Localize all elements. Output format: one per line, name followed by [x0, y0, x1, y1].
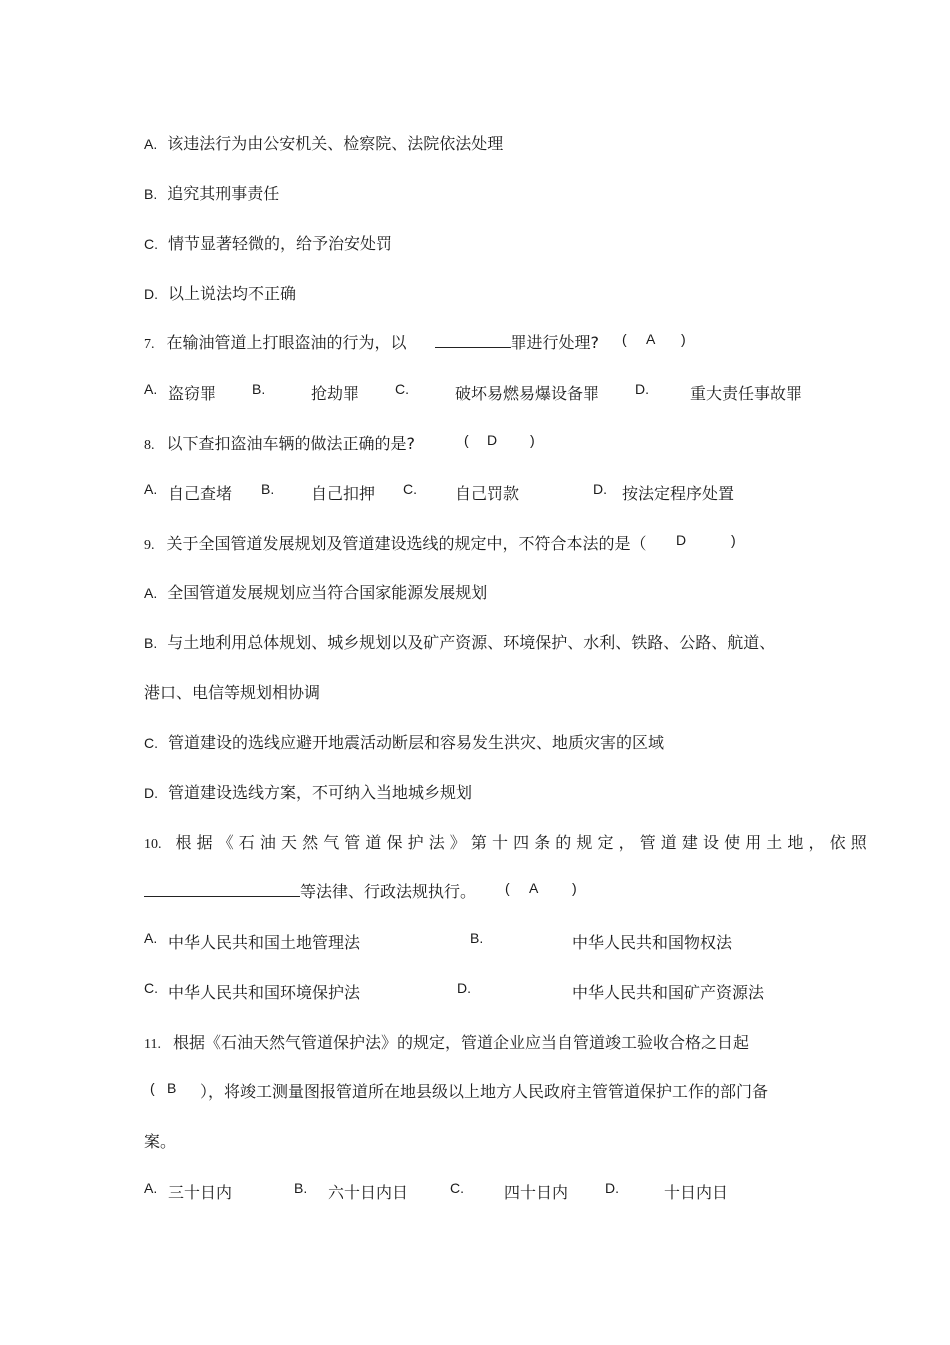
- q10-option-c-letter: C.: [144, 980, 158, 996]
- paren-open: (: [150, 1080, 155, 1096]
- q8-option-c-letter: C.: [403, 481, 417, 497]
- option-text: 管道建设的选线应避开地震活动断层和容易发生洪灾、地质灾害的区域: [168, 733, 665, 752]
- q11-option-d-letter: D.: [605, 1180, 619, 1196]
- answer-blank: [435, 333, 511, 348]
- q8-option-d-letter: D.: [593, 481, 607, 497]
- q11-option-d-text: 十日内日: [664, 1183, 729, 1202]
- question-11: [144, 1030, 749, 1053]
- q9-option-a: [144, 580, 487, 603]
- question-number: 8.: [144, 438, 155, 453]
- option-letter: A.: [144, 585, 158, 601]
- q6-option-c: [144, 231, 392, 254]
- paren-close: ): [681, 331, 686, 347]
- question-9: [144, 531, 647, 554]
- paren-open: (: [464, 432, 469, 448]
- question-text: 根据《石油天然气管道保护法》第十四条的规定，管道建设使用土地，依照: [175, 833, 872, 852]
- question-number: 7.: [144, 337, 155, 352]
- option-text: 追究其刑事责任: [167, 184, 280, 203]
- question-7: [144, 330, 599, 353]
- option-text: 全国管道发展规划应当符合国家能源发展规划: [167, 583, 488, 602]
- answer-letter: D: [487, 432, 498, 448]
- q8-option-c-text: 自己罚款: [455, 484, 520, 503]
- q9-option-d: [144, 780, 472, 803]
- question-text: 以下查扣盗油车辆的做法正确的是?: [166, 434, 415, 453]
- q10-option-a-text: 中华人民共和国土地管理法: [168, 933, 361, 952]
- answer-letter: A: [529, 880, 539, 896]
- option-text: 管道建设选线方案，不可纳入当地城乡规划: [168, 783, 473, 802]
- q8-option-a-text: 自己查堵: [168, 484, 233, 503]
- answer-letter: A: [646, 331, 656, 347]
- q10-option-a-letter: A.: [144, 930, 158, 946]
- q10-option-c-text: 中华人民共和国环境保护法: [168, 983, 361, 1002]
- q9-option-c: [144, 730, 664, 753]
- question-number: 11.: [144, 1037, 161, 1052]
- q9-option-b-continued: 港口、电信等规划相协调: [144, 683, 321, 702]
- option-letter: C.: [144, 735, 158, 751]
- option-letter: C.: [144, 236, 158, 252]
- q11-option-c-letter: C.: [450, 1180, 464, 1196]
- question-text: 根据《石油天然气管道保护法》的规定，管道企业应当自管道竣工验收合格之日起: [172, 1033, 749, 1052]
- q10-option-b-letter: B.: [470, 930, 484, 946]
- q10-option-d-letter: D.: [457, 980, 471, 996]
- paren-close: ): [572, 880, 577, 896]
- q10-option-d-text: 中华人民共和国矿产资源法: [572, 983, 765, 1002]
- q8-option-b-text: 自己扣押: [311, 484, 376, 503]
- q7-option-d-letter: D.: [635, 381, 649, 397]
- question-8: [144, 431, 415, 454]
- answer-letter: B: [167, 1080, 177, 1096]
- paren-close: ): [731, 532, 736, 548]
- q9-option-b: [144, 630, 775, 653]
- option-letter: B.: [144, 635, 158, 651]
- paren-open: (: [622, 331, 627, 347]
- q6-option-d: [144, 281, 296, 304]
- option-letter: D.: [144, 785, 158, 801]
- q8-option-b-letter: B.: [261, 481, 275, 497]
- q6-option-a: [144, 131, 503, 154]
- question-number: 10.: [144, 837, 162, 852]
- q6-option-b: [144, 181, 279, 204]
- q7-option-d-text: 重大责任事故罪: [690, 384, 803, 403]
- option-text: 与土地利用总体规划、城乡规划以及矿产资源、环境保护、水利、铁路、公路、航道、: [167, 633, 776, 652]
- option-text: 该违法行为由公安机关、检察院、法院依法处理: [167, 134, 504, 153]
- q11-option-a-letter: A.: [144, 1180, 158, 1196]
- option-letter: B.: [144, 186, 158, 202]
- question-10-line-2: [144, 879, 476, 902]
- q7-option-a-letter: A.: [144, 381, 158, 397]
- answer-blank: [144, 882, 300, 897]
- option-letter: A.: [144, 136, 158, 152]
- q10-option-b-text: 中华人民共和国物权法: [572, 933, 733, 952]
- option-text: 以上说法均不正确: [168, 284, 297, 303]
- question-text: 关于全国管道发展规划及管道建设选线的规定中，不符合本法的是（: [166, 534, 647, 553]
- q11-option-a-text: 三十日内: [168, 1183, 233, 1202]
- paren-close: ): [530, 432, 535, 448]
- q7-option-c-text: 破坏易燃易爆设备罪: [455, 384, 600, 403]
- question-text: 在输油管道上打眼盗油的行为，以: [166, 333, 407, 352]
- question-number: 9.: [144, 538, 155, 553]
- question-text-2: ），将竣工测量图报管道所在地县级以上地方人民政府主管管道保护工作的部门备: [200, 1082, 769, 1101]
- q7-option-b-text: 抢劫罪: [311, 384, 360, 403]
- option-text: 情节显著轻微的，给予治安处罚: [168, 234, 393, 253]
- question-text-3: 案。: [144, 1132, 177, 1151]
- q11-option-b-letter: B.: [294, 1180, 308, 1196]
- question-text-2: 等法律、行政法规执行。: [300, 882, 477, 901]
- paren-open: (: [505, 880, 510, 896]
- q7-option-c-letter: C.: [395, 381, 409, 397]
- option-letter: D.: [144, 286, 158, 302]
- q7-option-a-text: 盗窃罪: [168, 384, 217, 403]
- question-text-after: 罪进行处理?: [510, 333, 600, 352]
- question-10: [144, 830, 872, 853]
- q7-option-b-letter: B.: [252, 381, 266, 397]
- q11-option-b-text: 六十日内日: [328, 1183, 409, 1202]
- q11-option-c-text: 四十日内: [504, 1183, 569, 1202]
- q8-option-d-text: 按法定程序处置: [622, 484, 735, 503]
- q8-option-a-letter: A.: [144, 481, 158, 497]
- answer-letter: D: [676, 532, 687, 548]
